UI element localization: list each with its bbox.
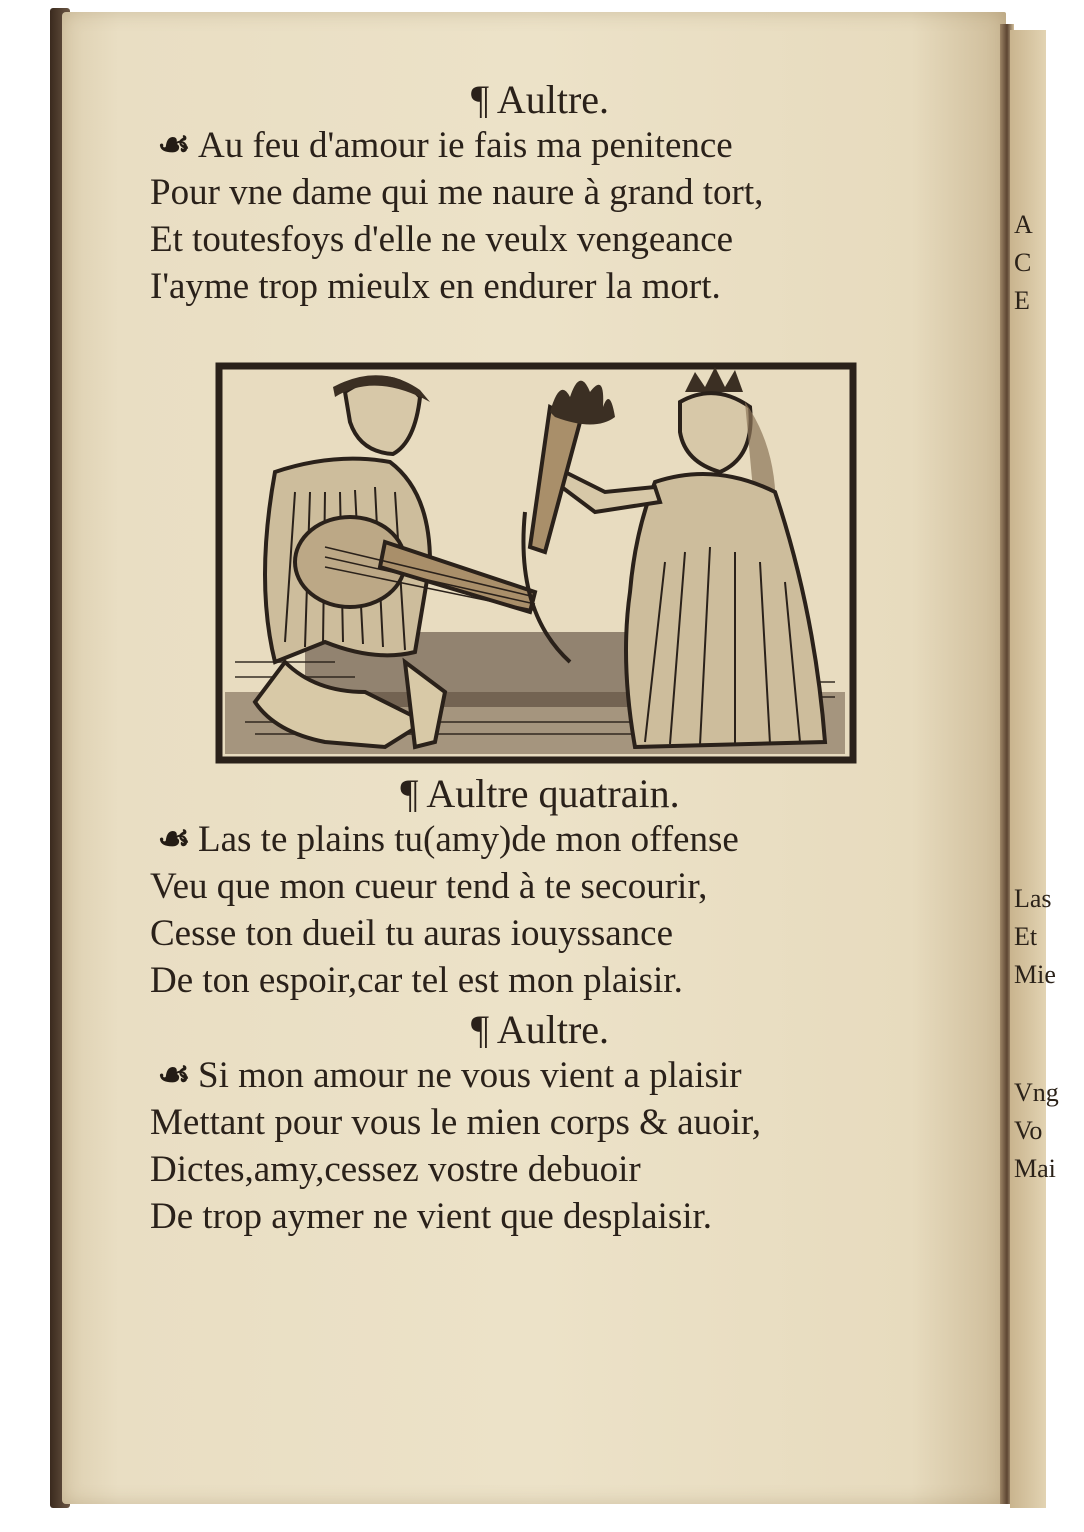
fragment: Et (1014, 922, 1038, 951)
poem-2-line-4: De ton espoir,car tel est mon plaisir. (150, 960, 683, 1001)
poem-3-heading: ¶ Aultre. (470, 1007, 610, 1052)
poem-2 (150, 772, 930, 1240)
poem-1-line-1: Au feu d'amour ie fais ma penitence (198, 125, 733, 166)
fragment: Vng (1014, 1078, 1059, 1107)
poem-2-line-3: Cesse ton dueil tu auras iouyssance (150, 913, 674, 954)
fleuron-icon: ☙ (157, 1055, 191, 1096)
fleuron-icon: ☙ (157, 819, 191, 860)
poem-1-line-4: I'ayme trop mieulx en endurer la mort. (150, 266, 721, 307)
fragment: Mie (1014, 960, 1056, 989)
fragment: A (1014, 210, 1033, 239)
poem-line (150, 1052, 930, 1099)
poem-3-line-1: Si mon amour ne vous vient a plaisir (198, 1055, 742, 1096)
poem-3-line-2: Mettant pour vous le mien corps & auoir, (150, 1102, 761, 1143)
woodcut-illustration (215, 362, 857, 764)
poem-2-line-1: Las te plains tu(amy)de mon offense (198, 819, 739, 860)
fragment: E (1014, 286, 1030, 315)
poem-3-line-3: Dictes,amy,cessez vostre debuoir (150, 1149, 641, 1190)
poem-2-line-2: Veu que mon cueur tend à te secourir, (150, 866, 708, 907)
poem-3-line-4: De trop aymer ne vient que desplaisir. (150, 1196, 713, 1237)
poem-1-line-3: Et toutesfoys d'elle ne veulx vengeance (150, 219, 734, 260)
fragment: Vo (1014, 1116, 1043, 1145)
fragment: C (1014, 248, 1032, 277)
fragment: Mai (1014, 1154, 1056, 1183)
fragment: Las (1014, 884, 1052, 913)
poem-2-heading: ¶ Aultre quatrain. (400, 771, 680, 816)
poem-1-heading: ¶ Aultre. (470, 77, 610, 122)
next-page-text-fragments (1014, 180, 1059, 1360)
fleuron-icon: ☙ (157, 125, 191, 166)
poem-line (150, 122, 930, 169)
poem-1-line-2: Pour vne dame qui me naure à grand tort, (150, 172, 764, 213)
poem-line (150, 816, 930, 863)
poem-1 (150, 78, 930, 310)
